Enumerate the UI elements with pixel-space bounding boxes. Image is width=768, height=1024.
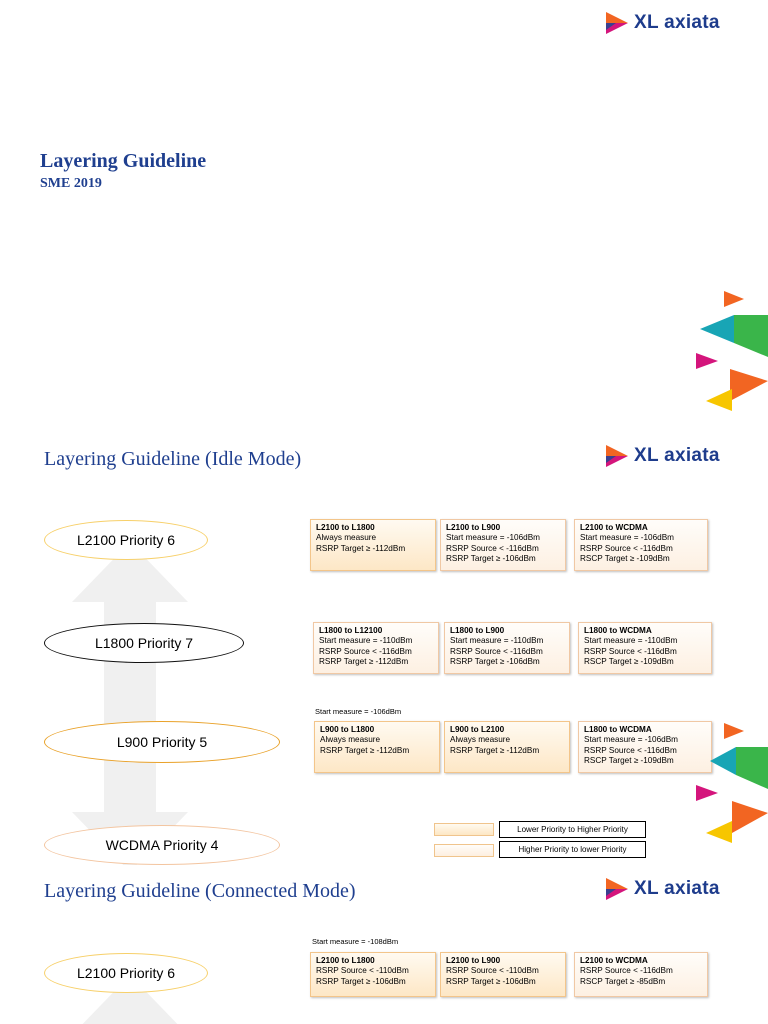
idle-l2100-l900-box <box>440 519 566 571</box>
connected-start-measure-note: Start measure = -108dBm <box>312 937 399 946</box>
xl-axiata-logo <box>604 10 720 36</box>
box-line: RSRP Target ≥ -112dBm <box>450 745 540 755</box>
logo-text: XL axiata <box>634 445 720 466</box>
xl-logo-icon <box>604 876 630 902</box>
connected-mode-slide <box>0 865 768 1024</box>
box-line: RSRP Source < -116dBm <box>319 646 412 656</box>
box-title: L2100 to WCDMA <box>580 523 648 532</box>
box-title: L2100 to L1800 <box>316 956 375 965</box>
layer-wcdma-ellipse <box>44 825 280 865</box>
box-title: L900 to L1800 <box>320 725 375 734</box>
box-line: RSRP Source < -116dBm <box>584 745 677 755</box>
box-line: RSRP Source < -116dBm <box>450 646 543 656</box>
connected-l2100-l1800-box <box>310 952 436 997</box>
connected-slide-title: Layering Guideline (Connected Mode) <box>44 880 356 902</box>
connected-l2100-wcdma-box <box>574 952 708 997</box>
cover-subtitle: SME 2019 <box>40 176 102 191</box>
box-line: RSCP Target ≥ -109dBm <box>584 756 674 766</box>
box-line: RSRP Source < -116dBm <box>446 543 539 553</box>
cover-title: Layering Guideline <box>40 150 207 172</box>
box-title: L1800 to WCDMA <box>584 626 652 635</box>
legend-swatch-low-to-high <box>434 823 494 836</box>
logo-text: XL axiata <box>634 878 720 899</box>
box-line: RSCP Target ≥ -109dBm <box>580 554 670 564</box>
box-line: RSRP Source < -116dBm <box>584 646 677 656</box>
priority-arrow-icon <box>70 542 190 865</box>
idle-l900-l1800-box <box>314 721 440 773</box>
decorative-triangles-icon <box>692 717 768 847</box>
idle-l1800-l2100-box <box>313 622 439 674</box>
box-line: RSRP Target ≥ -106dBm <box>450 657 540 667</box>
layer-l1800-ellipse <box>44 623 244 663</box>
legend-swatch-high-to-low <box>434 844 494 857</box>
cover-slide <box>0 0 768 432</box>
idle-l1800-l900-box <box>444 622 570 674</box>
box-line: Start measure = -110dBm <box>450 636 544 646</box>
layer-label: L2100 Priority 6 <box>76 965 176 981</box>
box-title: L900 to L2100 <box>450 725 505 734</box>
box-line: RSRP Target ≥ -106dBm <box>446 976 536 986</box>
box-line: Start measure = -106dBm <box>446 533 540 543</box>
xl-logo-icon <box>604 10 630 36</box>
box-line: RSRP Target ≥ -106dBm <box>446 554 536 564</box>
box-line: Always measure <box>450 735 511 745</box>
box-line: RSRP Source < -116dBm <box>580 543 673 553</box>
box-title: L1800 to L900 <box>450 626 505 635</box>
idle-slide-title: Layering Guideline (Idle Mode) <box>44 448 302 470</box>
box-line: RSRP Source < -110dBm <box>446 966 539 976</box>
legend-label-high-to-low: Higher Priority to lower Priority <box>499 841 646 858</box>
box-title: L2100 to WCDMA <box>580 956 648 965</box>
xl-axiata-logo <box>604 876 720 902</box>
box-line: RSRP Source < -116dBm <box>580 966 673 976</box>
box-line: Start measure = -110dBm <box>584 636 678 646</box>
box-line: RSRP Target ≥ -112dBm <box>319 657 409 667</box>
idle-l2100-l1800-box <box>310 519 436 571</box>
idle-l2100-wcdma-box <box>574 519 708 571</box>
idle-start-measure-note: Start measure = -106dBm <box>315 707 402 716</box>
box-line: Always measure <box>316 533 377 543</box>
layer-l2100-ellipse <box>44 953 208 993</box>
layer-label: L2100 Priority 6 <box>76 532 176 548</box>
xl-logo-icon <box>604 443 630 469</box>
box-line: Start measure = -106dBm <box>580 533 674 543</box>
box-line: RSRP Target ≥ -112dBm <box>320 745 410 755</box>
box-title: L2100 to L900 <box>446 956 501 965</box>
box-line: Always measure <box>320 735 381 745</box>
idle-mode-slide <box>0 432 768 865</box>
box-title: L2100 to L900 <box>446 523 501 532</box>
decorative-triangles-icon <box>690 285 768 415</box>
layer-label: L900 Priority 5 <box>116 734 208 750</box>
box-line: Start measure = -110dBm <box>319 636 413 646</box>
box-title: L2100 to L1800 <box>316 523 375 532</box>
idle-l1800-wcdma-box <box>578 622 712 674</box>
box-line: RSCP Target ≥ -85dBm <box>580 976 666 986</box>
connected-l2100-l900-box <box>440 952 566 997</box>
box-title: L1800 to L12100 <box>319 626 383 635</box>
xl-axiata-logo <box>604 443 720 469</box>
box-line: RSCP Target ≥ -109dBm <box>584 657 674 667</box>
layer-label: WCDMA Priority 4 <box>105 837 219 853</box>
legend-label-low-to-high: Lower Priority to Higher Priority <box>499 821 646 838</box>
box-line: RSRP Source < -110dBm <box>316 966 409 976</box>
layer-l2100-ellipse <box>44 520 208 560</box>
idle-l900-l2100-box <box>444 721 570 773</box>
box-line: Start measure = -106dBm <box>584 735 678 745</box>
box-line: RSRP Target ≥ -112dBm <box>316 543 406 553</box>
box-title: L1800 to WCDMA <box>584 725 652 734</box>
layer-label: L1800 Priority 7 <box>94 635 194 651</box>
logo-text: XL axiata <box>634 12 720 33</box>
box-line: RSRP Target ≥ -106dBm <box>316 976 406 986</box>
layer-l900-ellipse <box>44 721 280 763</box>
